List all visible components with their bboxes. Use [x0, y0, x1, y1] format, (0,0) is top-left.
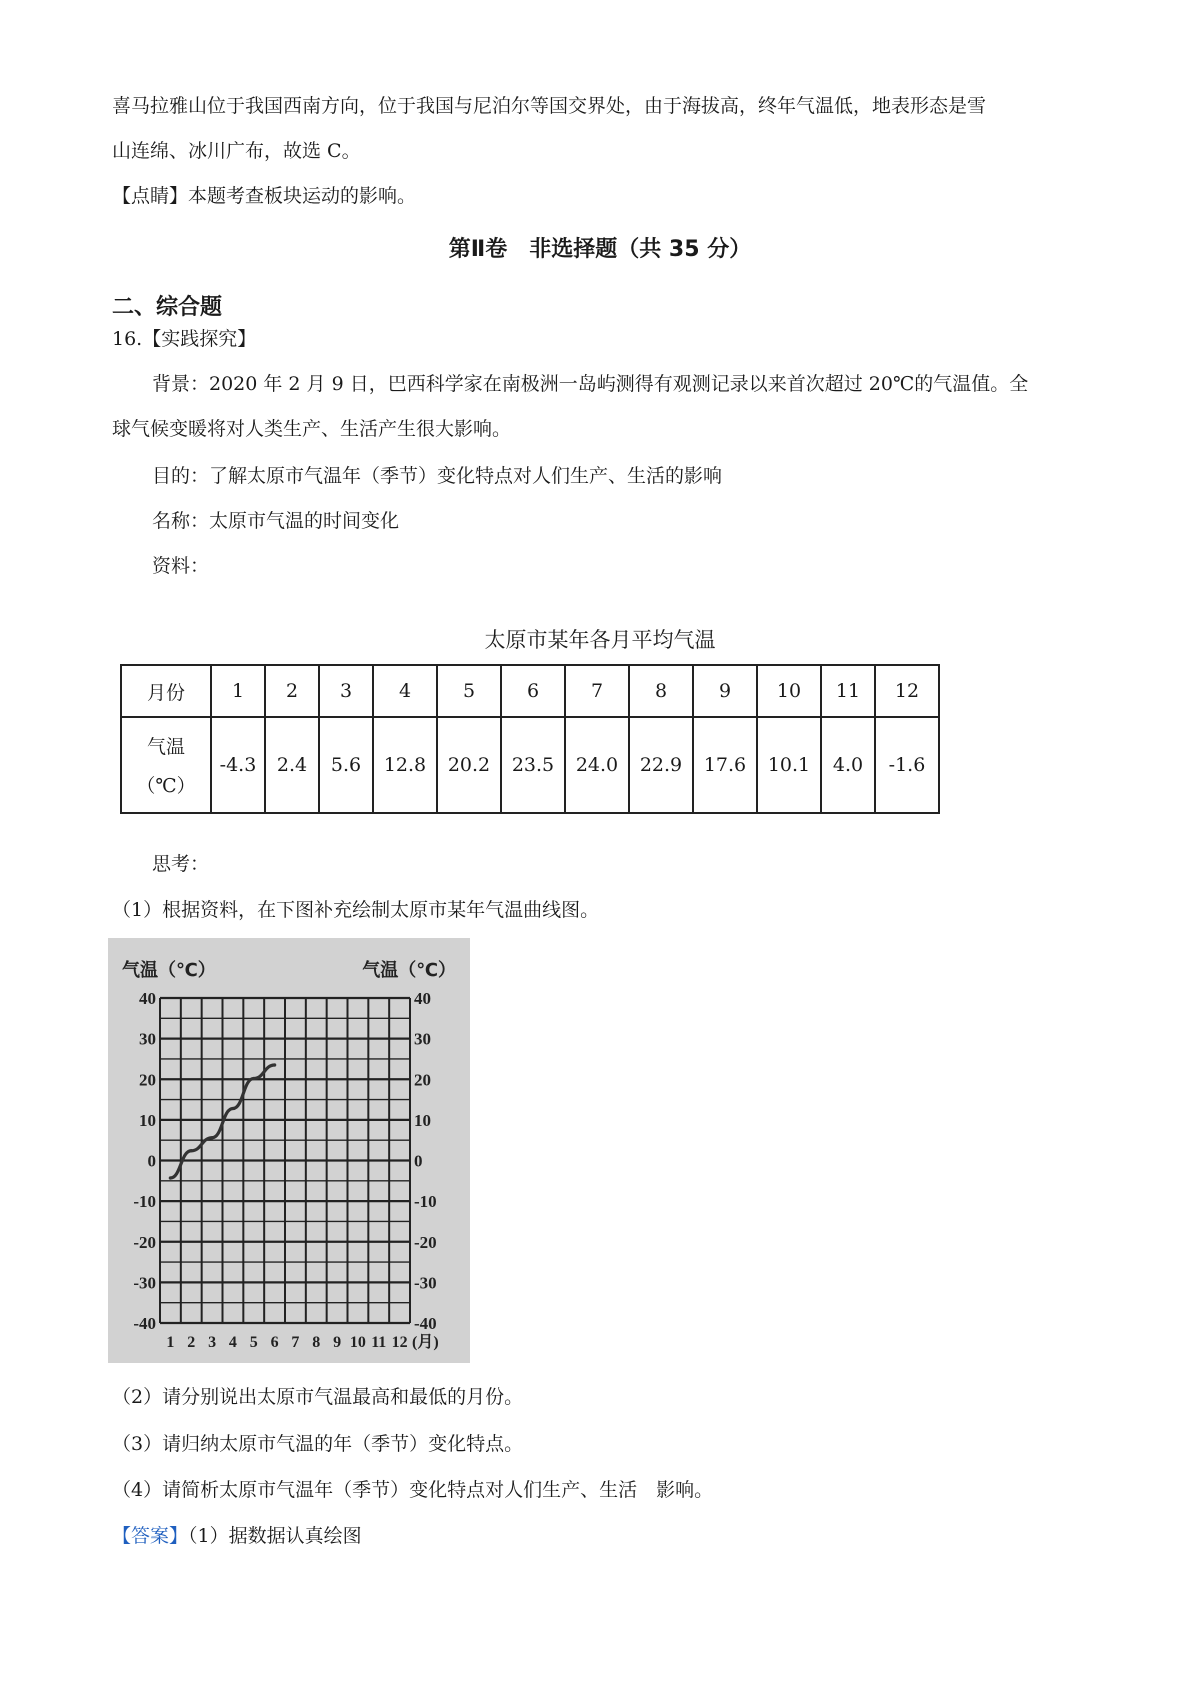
data-point: [190, 1149, 193, 1152]
x-tick-label: 11: [371, 1334, 387, 1351]
y-tick-label-left: -20: [133, 1232, 156, 1252]
month-cell: 8: [629, 665, 693, 717]
month-cell: 2: [265, 665, 319, 717]
section-title: 第Ⅱ卷 非选择题（共 35 分）: [448, 237, 752, 262]
x-tick-label: 9: [333, 1334, 342, 1351]
y-tick-label-right: -40: [414, 1314, 437, 1333]
x-tick-label: 8: [312, 1334, 321, 1351]
y-tick-label-right: 10: [414, 1110, 431, 1130]
month-cell: 11: [821, 665, 875, 717]
month-cell: 10: [757, 665, 821, 717]
y-tick-label-right: -30: [414, 1273, 437, 1293]
temp-cell: 20.2: [437, 717, 501, 813]
temp-cell: 10.1: [757, 717, 821, 813]
y-tick-label-left: -40: [133, 1314, 156, 1333]
month-cell: 6: [501, 665, 565, 717]
dianjing-note: 【点睛】本题考查板块运动的影响。: [112, 185, 417, 207]
temp-cell: 17.6: [693, 717, 757, 813]
data-point: [252, 1077, 255, 1080]
temperature-table: [120, 664, 940, 814]
y-tick-label-left: -30: [133, 1273, 156, 1293]
month-cell: 3: [319, 665, 373, 717]
think-label: 思考：: [152, 853, 210, 875]
answer-tag: 【答案】: [112, 1525, 189, 1547]
x-tick-label: 12: [391, 1334, 408, 1351]
month-cell: 7: [565, 665, 629, 717]
materials-label: 资料：: [152, 555, 210, 577]
temperature-chart: [108, 938, 470, 1363]
table-row-temps: [121, 717, 939, 813]
y-tick-label-left: 20: [139, 1070, 156, 1090]
background-line-1: 背景：2020 年 2 月 9 日，巴西科学家在南极洲一岛屿测得有观测记录以来首次超过 20℃的气温值。全: [152, 373, 1029, 395]
y-tick-label-right: -10: [414, 1192, 437, 1212]
x-tick-label: 5: [249, 1334, 258, 1351]
name-text: 名称：太原市气温的时间变化: [152, 510, 400, 532]
month-cell: 1: [211, 665, 265, 717]
x-tick-label: 10: [349, 1334, 366, 1351]
intro-line-2: 山连绵、冰川广布，故选 C。: [112, 140, 361, 162]
x-tick-label: 3: [208, 1334, 217, 1351]
y-tick-label-left: 40: [139, 989, 156, 1008]
x-axis-unit-label: (月): [412, 1334, 439, 1351]
y-axis-title-right: 气温（℃）: [362, 960, 456, 981]
temp-cell: 22.9: [629, 717, 693, 813]
data-point: [231, 1107, 234, 1110]
month-cell: 4: [373, 665, 437, 717]
part-heading: 二、综合题: [112, 295, 223, 320]
background-line-2: 球气候变暖将对人类生产、生活产生很大影响。: [112, 418, 512, 440]
month-cell: 5: [437, 665, 501, 717]
y-tick-label-left: 0: [147, 1151, 156, 1171]
purpose-text: 目的：了解太原市气温年（季节）变化特点对人们生产、生活的影响: [152, 465, 723, 487]
month-cell: 12: [875, 665, 939, 717]
temp-cell: 4.0: [821, 717, 875, 813]
temp-cell: 12.8: [373, 717, 437, 813]
x-tick-label: 2: [187, 1334, 196, 1351]
temp-cell: 2.4: [265, 717, 319, 813]
header-cell-month: 月份: [121, 665, 211, 717]
temp-label: 气温: [146, 736, 185, 758]
data-point: [273, 1063, 276, 1066]
y-axis-title-left: 气温（℃）: [122, 960, 216, 981]
data-point: [169, 1176, 172, 1179]
month-cell: 9: [693, 665, 757, 717]
y-tick-label-right: 30: [414, 1029, 431, 1049]
answer-line: [112, 1522, 362, 1550]
y-tick-label-right: 20: [414, 1070, 431, 1090]
data-point: [210, 1136, 213, 1139]
answer-text: （1）据数据认真绘图: [188, 1525, 362, 1547]
y-tick-label-right: 40: [414, 989, 431, 1008]
y-tick-label-left: -10: [133, 1192, 156, 1212]
temp-cell: -4.3: [211, 717, 265, 813]
x-tick-label: 7: [291, 1334, 300, 1351]
question-1: （1）根据资料，在下图补充绘制太原市某年气温曲线图。: [112, 899, 600, 921]
table-caption: 太原市某年各月平均气温: [484, 628, 716, 652]
temp-cell: 5.6: [319, 717, 373, 813]
temp-unit-label: （℃）: [136, 775, 196, 797]
intro-line-1: 喜马拉雅山位于我国西南方向，位于我国与尼泊尔等国交界处，由于海拔高，终年气温低，地表形态是雪: [112, 95, 987, 117]
x-tick-label: 4: [228, 1334, 237, 1351]
temp-cell: 23.5: [501, 717, 565, 813]
y-tick-label-left: 10: [139, 1110, 156, 1130]
question-2: （2）请分别说出太原市气温最高和最低的月份。: [112, 1386, 524, 1408]
y-tick-label-right: 0: [414, 1151, 423, 1171]
question-16-label: 16.【实践探究】: [112, 328, 257, 350]
x-tick-label: 6: [270, 1334, 279, 1351]
header-cell-temp: [121, 717, 211, 813]
table-row-months: [121, 665, 939, 717]
x-tick-label: 1: [166, 1334, 175, 1351]
question-4: （4）请简析太原市气温年（季节）变化特点对人们生产、生活 影响。: [112, 1479, 714, 1501]
temp-cell: -1.6: [875, 717, 939, 813]
chart-svg: [108, 938, 470, 1363]
y-tick-label-left: 30: [139, 1029, 156, 1049]
temp-cell: 24.0: [565, 717, 629, 813]
y-tick-label-right: -20: [414, 1232, 437, 1252]
question-3: （3）请归纳太原市气温的年（季节）变化特点。: [112, 1433, 524, 1455]
